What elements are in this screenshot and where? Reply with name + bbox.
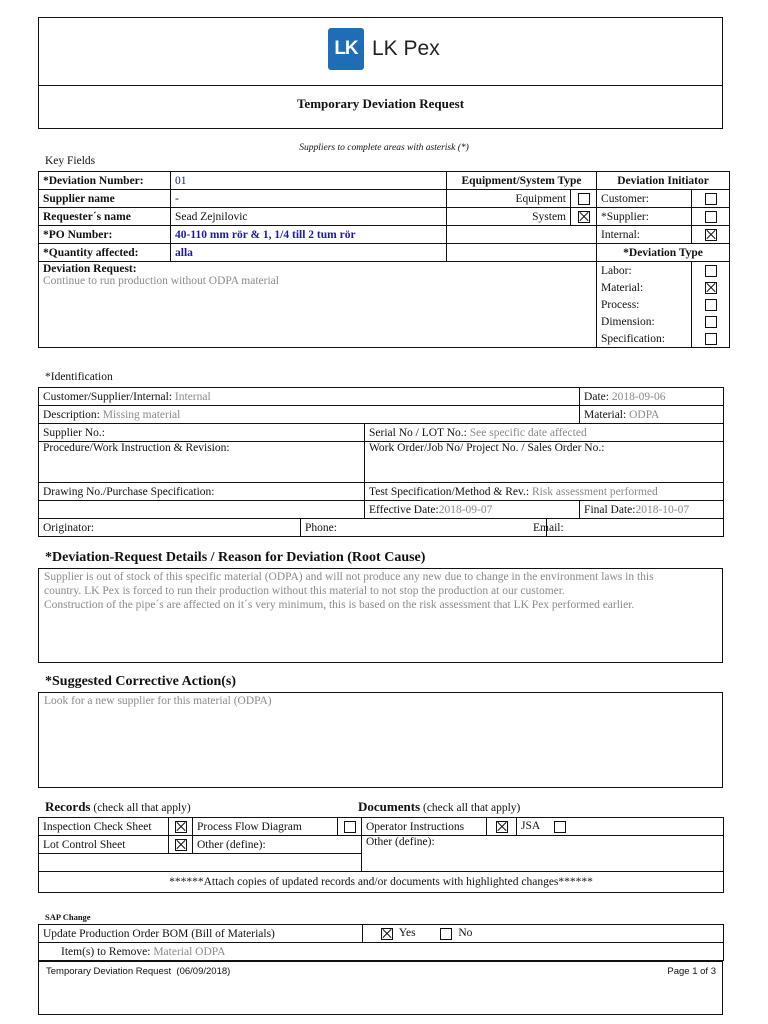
- records-other-extra[interactable]: [39, 854, 362, 872]
- drawing-cell[interactable]: [39, 483, 365, 501]
- empty-cell: [447, 226, 597, 244]
- documents-heading-note: (check all that apply): [422, 802, 521, 814]
- phone-cell[interactable]: [301, 519, 547, 537]
- details-line-2: country. LK Pex is forced to run their production without this material to not stop the production at our customer.: [44, 585, 565, 597]
- system-label: System: [447, 208, 571, 226]
- email-label: Email:: [533, 521, 564, 534]
- identification-table: [38, 387, 724, 537]
- initiator-supplier-checkbox[interactable]: [705, 211, 717, 223]
- final-date-value: 2018-10-07: [635, 503, 690, 516]
- email-cell[interactable]: [533, 519, 724, 537]
- work-order-cell[interactable]: [365, 442, 724, 483]
- corrective-box[interactable]: [38, 692, 723, 788]
- labor-checkbox[interactable]: [705, 265, 717, 277]
- deviation-type-cell-1: [692, 279, 730, 296]
- process-flow-label: Process Flow Diagram: [193, 818, 338, 836]
- equipment-checkbox[interactable]: [578, 193, 590, 205]
- deviation-type-cell-2: [692, 296, 730, 313]
- key-fields-table: [38, 171, 730, 348]
- deviation-type-label-3: Dimension:: [597, 313, 692, 330]
- effective-date-label: Effective Date:: [369, 503, 439, 516]
- logo-mark: [328, 28, 364, 70]
- details-line-3: Construction of the pipe´s are affected on it´s very minimum, this is based on the risk assessment that LK Pex performed earlier.: [44, 599, 635, 611]
- description-label: Description:: [43, 408, 100, 421]
- form-title: Temporary Deviation Request: [296, 96, 465, 111]
- initiator-internal-cell: [692, 226, 730, 244]
- records-heading: Records: [45, 799, 91, 814]
- documents-heading-group: [358, 799, 520, 815]
- procedure-label: Procedure/Work Instruction & Revision:: [43, 442, 230, 454]
- date-cell[interactable]: [580, 388, 724, 406]
- documents-other-cell[interactable]: [362, 836, 724, 872]
- test-spec-cell[interactable]: [365, 483, 724, 501]
- customer-cell[interactable]: [39, 388, 580, 406]
- sap-items-value: Material ODPA: [153, 945, 226, 958]
- corrective-text: Look for a new supplier for this material (ODPA): [44, 695, 272, 707]
- jsa-checkbox[interactable]: [554, 821, 566, 833]
- test-spec-value: Risk assessment performed: [531, 485, 658, 498]
- sap-yes-no-cell: [363, 925, 724, 943]
- requester-label: Requester´s name: [39, 208, 171, 226]
- details-box[interactable]: [38, 568, 723, 663]
- inspection-label: Inspection Check Sheet: [39, 818, 169, 836]
- lot-control-checkbox[interactable]: [175, 839, 187, 851]
- logo-text: LK Pex: [372, 37, 440, 60]
- description-cell[interactable]: [39, 406, 580, 424]
- attach-note: ******Attach copies of updated records and/or documents with highlighted changes******: [39, 872, 724, 893]
- serial-value: See specific date affected: [469, 426, 587, 439]
- final-date-label: Final Date:: [584, 503, 636, 516]
- deviation-request-cell[interactable]: [39, 262, 597, 348]
- company-logo: [328, 27, 440, 71]
- sap-yes-checkbox[interactable]: [381, 928, 393, 940]
- date-label: Date:: [584, 390, 609, 403]
- initiator-internal-checkbox[interactable]: [705, 229, 717, 241]
- key-fields-label: Key Fields: [45, 155, 96, 167]
- system-checkbox[interactable]: [578, 211, 590, 223]
- material-label: Material:: [584, 408, 627, 421]
- sap-table: [38, 924, 724, 961]
- footer-right: Page 1 of 3: [667, 966, 716, 977]
- deviation-type-cell-0: [692, 262, 730, 280]
- documents-heading: Documents: [358, 799, 421, 814]
- initiator-supplier-cell: [692, 208, 730, 226]
- drawing-label: Drawing No./Purchase Specification:: [43, 485, 215, 498]
- date-value: 2018-09-06: [611, 390, 666, 403]
- procedure-cell[interactable]: [39, 442, 365, 483]
- operator-cell: [487, 818, 517, 836]
- deviation-type-label-1: Material:: [597, 279, 692, 296]
- specification-checkbox[interactable]: [705, 333, 717, 345]
- deviation-type-cell-4: [692, 330, 730, 348]
- deviation-request-value: Continue to run production without ODPA material: [43, 275, 279, 287]
- effective-date-cell[interactable]: [365, 501, 580, 519]
- sap-items-label: Item(s) to Remove:: [61, 945, 151, 958]
- initiator-customer-label: Customer:: [597, 190, 692, 208]
- sap-no-checkbox[interactable]: [440, 928, 452, 940]
- details-heading: *Deviation-Request Details / Reason for Deviation (Root Cause): [45, 550, 426, 565]
- supplier-no-label: Supplier No.:: [43, 426, 105, 439]
- supplier-name-label: Supplier name: [39, 190, 171, 208]
- test-spec-label: Test Specification/Method & Rev.:: [369, 485, 530, 498]
- deviation-request-label: Deviation Request:: [43, 263, 137, 275]
- sap-yes-label: Yes: [398, 927, 416, 940]
- equipment-label: Equipment: [447, 190, 571, 208]
- lot-control-label: Lot Control Sheet: [39, 836, 169, 854]
- records-heading-group: [45, 799, 191, 815]
- deviation-type-label-4: Specification:: [597, 330, 692, 348]
- documents-other-label: Other (define):: [366, 836, 435, 848]
- deviation-type-label-0: Labor:: [597, 262, 692, 280]
- material-cell[interactable]: [580, 406, 724, 424]
- corrective-heading: *Suggested Corrective Action(s): [45, 674, 237, 689]
- header-divider: [38, 85, 723, 86]
- description-value: Missing material: [102, 408, 181, 421]
- serial-label: Serial No / LOT No.:: [369, 426, 467, 439]
- customer-value: Internal: [174, 390, 211, 403]
- originator-label: Originator:: [43, 521, 95, 534]
- dimension-checkbox[interactable]: [705, 316, 717, 328]
- initiator-customer-checkbox[interactable]: [705, 193, 717, 205]
- instruction-text: Suppliers to complete areas with asterisk (*): [299, 143, 469, 153]
- footer-left: Temporary Deviation Request (06/09/2018): [46, 966, 231, 977]
- records-other-cell[interactable]: [193, 836, 362, 854]
- sap-update-label: Update Production Order BOM (Bill of Materials): [39, 925, 363, 943]
- deviation-type-label-2: Process:: [597, 296, 692, 313]
- empty-cell: [39, 501, 365, 519]
- effective-date-value: 2018-09-07: [438, 503, 493, 516]
- requester-value[interactable]: Sead Zejnilovic: [171, 208, 447, 226]
- supplier-name-value[interactable]: -: [171, 190, 447, 208]
- inspection-checkbox[interactable]: [175, 821, 187, 833]
- sap-no-label: No: [458, 927, 473, 940]
- deviation-number-value[interactable]: 01: [171, 172, 447, 190]
- deviation-initiator-label: Deviation Initiator: [597, 172, 730, 190]
- sap-items-cell[interactable]: [39, 943, 724, 961]
- process-flow-cell: [338, 818, 362, 836]
- initiator-internal-label: Internal:: [597, 226, 692, 244]
- po-number-value[interactable]: 40-110 mm rör & 1, 1/4 till 2 tum rör: [171, 226, 447, 244]
- quantity-value[interactable]: alla: [171, 244, 447, 262]
- phone-label: Phone:: [305, 521, 337, 534]
- quantity-label: *Quantity affected:: [39, 244, 171, 262]
- records-documents-table: [38, 817, 724, 893]
- initiator-customer-cell: [692, 190, 730, 208]
- process-checkbox[interactable]: [705, 299, 717, 311]
- process-flow-checkbox[interactable]: [344, 821, 356, 833]
- logo-mark-text: LK: [334, 38, 358, 59]
- material-checkbox[interactable]: [705, 282, 717, 294]
- jsa-label: JSA: [521, 820, 540, 833]
- final-date-cell[interactable]: [580, 501, 724, 519]
- deviation-type-cell-3: [692, 313, 730, 330]
- work-order-label: Work Order/Job No/ Project No. / Sales Order No.:: [369, 442, 605, 454]
- originator-cell[interactable]: [39, 519, 301, 537]
- identification-label: *Identification: [45, 371, 113, 383]
- empty-cell: [447, 244, 597, 262]
- material-value: ODPA: [629, 408, 660, 421]
- details-line-1: Supplier is out of stock of this specific material (ODPA) and will not produce any new due to change in the environment laws in this: [44, 571, 654, 583]
- deviation-number-label: *Deviation Number:: [39, 172, 171, 190]
- lot-control-cell: [169, 836, 193, 854]
- equipment-system-type-label: Equipment/System Type: [447, 172, 597, 190]
- supplier-no-cell[interactable]: [39, 424, 365, 442]
- sap-heading: SAP Change: [45, 912, 91, 922]
- records-other-label: Other (define):: [197, 838, 266, 851]
- system-checkbox-cell: [571, 208, 597, 226]
- jsa-cell: [517, 818, 724, 836]
- customer-label: Customer/Supplier/Internal:: [43, 390, 173, 403]
- equipment-checkbox-cell: [571, 190, 597, 208]
- records-heading-note: (check all that apply): [93, 802, 191, 814]
- po-number-label: *PO Number:: [39, 226, 171, 244]
- operator-label: Operator Instructions: [362, 818, 487, 836]
- operator-checkbox[interactable]: [496, 821, 508, 833]
- serial-cell[interactable]: [365, 424, 724, 442]
- deviation-type-label: *Deviation Type: [597, 244, 730, 262]
- inspection-cell: [169, 818, 193, 836]
- initiator-supplier-label: *Supplier:: [597, 208, 692, 226]
